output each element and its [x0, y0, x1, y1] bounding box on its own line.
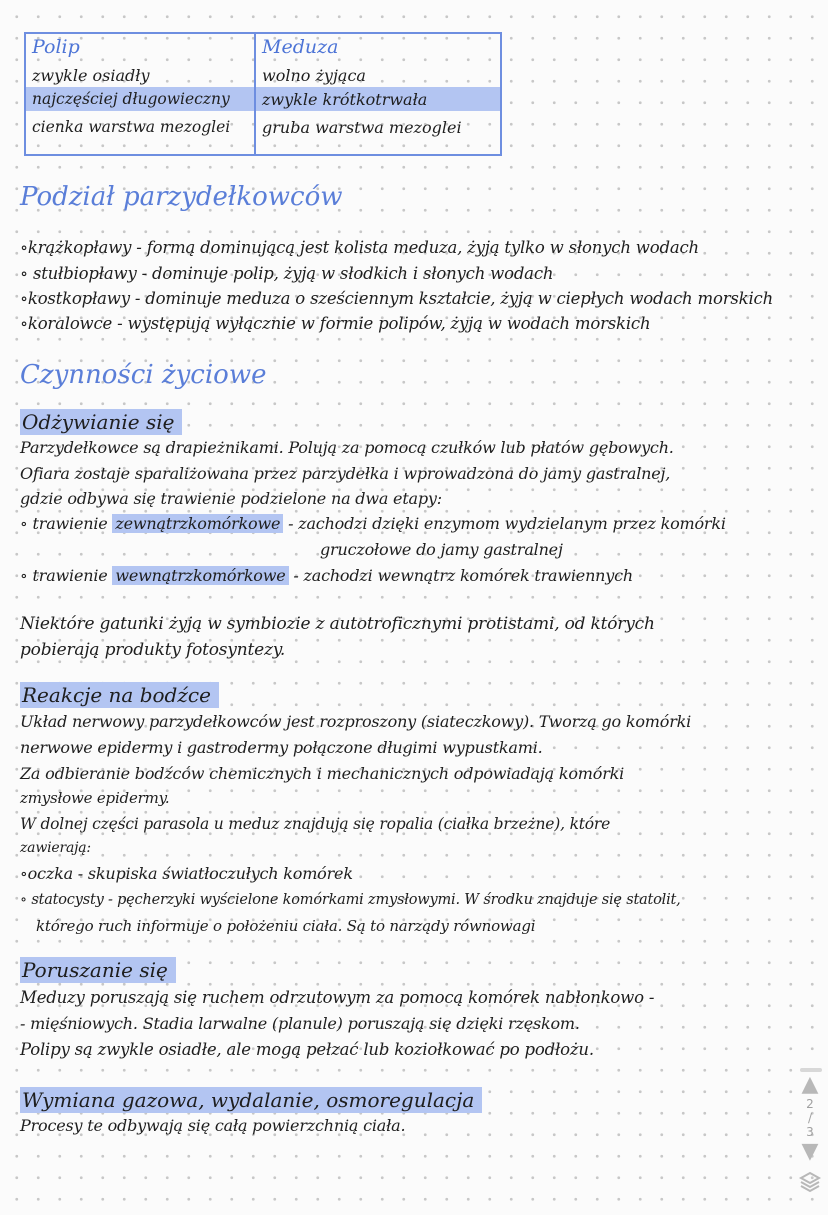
table-header-meduza: Meduza	[262, 36, 339, 58]
total-pages: 3	[806, 1125, 814, 1139]
text-line: Polipy są zwykle osiadłe, ale mogą pełzać lub koziołkować po podłożu.	[20, 1040, 594, 1059]
list-item: ∘ stułbiopławy - dominuje polip, żyją w słodkich i słonych wodach	[20, 264, 554, 283]
current-page: 2	[806, 1097, 814, 1111]
text-line: zawierają:	[20, 840, 91, 856]
section-title-podzial: Podział parzydełkowców	[20, 182, 343, 212]
text-line: Niektóre gatunki żyją w symbiozie z autotroficznymi protistami, od których	[20, 614, 655, 634]
section-title-czynnosci: Czynności życiowe	[20, 360, 267, 390]
text-line: gdzie odbywa się trawienie podzielone na dwa etapy:	[20, 489, 442, 508]
table-cell: gruba warstwa mezoglei	[262, 118, 462, 137]
table-header-polip: Polip	[32, 36, 80, 58]
text-line: nerwowe epidermy i gastrodermy połączone długimi wypustkami.	[20, 738, 543, 757]
subheading-odzywianie: Odżywianie się	[20, 410, 182, 434]
table-divider	[254, 34, 256, 154]
table-cell: wolno żyjąca	[262, 66, 366, 85]
text-line: Układ nerwowy parzydełkowców jest rozproszony (siateczkowy). Tworzą go komórki	[20, 712, 692, 731]
list-item: ∘ trawienie zewnątrzkomórkowe - zachodzi dzięki enzymom wydzielanym przez komórki	[20, 514, 726, 533]
table-cell: cienka warstwa mezoglei	[32, 118, 231, 136]
text-line: Ofiara zostaje sparaliżowana przez parzydełka i wprowadzona do jamy gastralnej,	[20, 464, 671, 483]
list-item: ∘ statocysty - pęcherzyki wyścielone komórkami zmysłowymi. W środku znajduje się statolit,	[20, 892, 681, 908]
list-item: ∘ trawienie wewnątrzkomórkowe - zachodzi wewnątrz komórek trawiennych	[20, 566, 633, 585]
comparison-table	[24, 32, 502, 156]
table-cell: zwykle osiadły	[32, 66, 150, 85]
subheading-poruszanie: Poruszanie się	[20, 958, 176, 982]
text-line: pobierają produkty fotosyntezy.	[20, 640, 286, 660]
list-item: ∘koralowce - występują wyłącznie w formie polipów, żyją w wodach morskich	[20, 314, 651, 333]
text-line: Procesy te odbywają się całą powierzchnią ciała.	[20, 1116, 406, 1135]
list-item: ∘krążkopławy - formą dominującą jest kolista meduza, żyją tylko w słonych wodach	[20, 238, 699, 257]
list-item: ∘kostkopławy - dominuje meduza o sześciennym kształcie, żyją w ciepłych wodach morskich	[20, 289, 774, 308]
text-line: Parzydełkowce są drapieżnikami. Polują za pomocą czułków lub płatów gębowych.	[20, 438, 674, 457]
list-item: ∘oczka - skupiska światłoczułych komórek	[20, 864, 353, 883]
text-line: zmysłowe epidermy.	[20, 789, 170, 807]
text-line: - mięśniowych. Stadia larwalne (planule) poruszają się dzięki rzęskom.	[20, 1014, 580, 1033]
layers-icon[interactable]	[794, 1170, 826, 1200]
page-navigation	[794, 1072, 826, 1200]
text-line: Za odbieranie bodźców chemicznych i mechanicznych odpowiadają komórki	[20, 764, 625, 783]
page-up-icon[interactable]: ▲	[801, 1072, 819, 1097]
page-down-icon[interactable]: ▼	[801, 1139, 819, 1164]
text-line: W dolnej części parasola u meduz znajdują się ropalia (ciałka brzeżne), które	[20, 815, 611, 833]
text-line: Meduzy poruszają się ruchem odrzutowym za pomocą komórek nabłonkowo -	[20, 988, 655, 1007]
table-cell: najczęściej długowieczny	[32, 90, 230, 108]
page-separator: /	[807, 1111, 813, 1125]
subheading-wymiana: Wymiana gazowa, wydalanie, osmoregulacja	[20, 1088, 482, 1112]
text-line: gruczołowe do jamy gastralnej	[320, 540, 563, 559]
subheading-reakcje: Reakcje na bodźce	[20, 683, 219, 707]
text-line: którego ruch informuje o położeniu ciała. Są to narządy równowagi	[36, 917, 536, 935]
table-cell: zwykle krótkotrwała	[262, 90, 428, 109]
